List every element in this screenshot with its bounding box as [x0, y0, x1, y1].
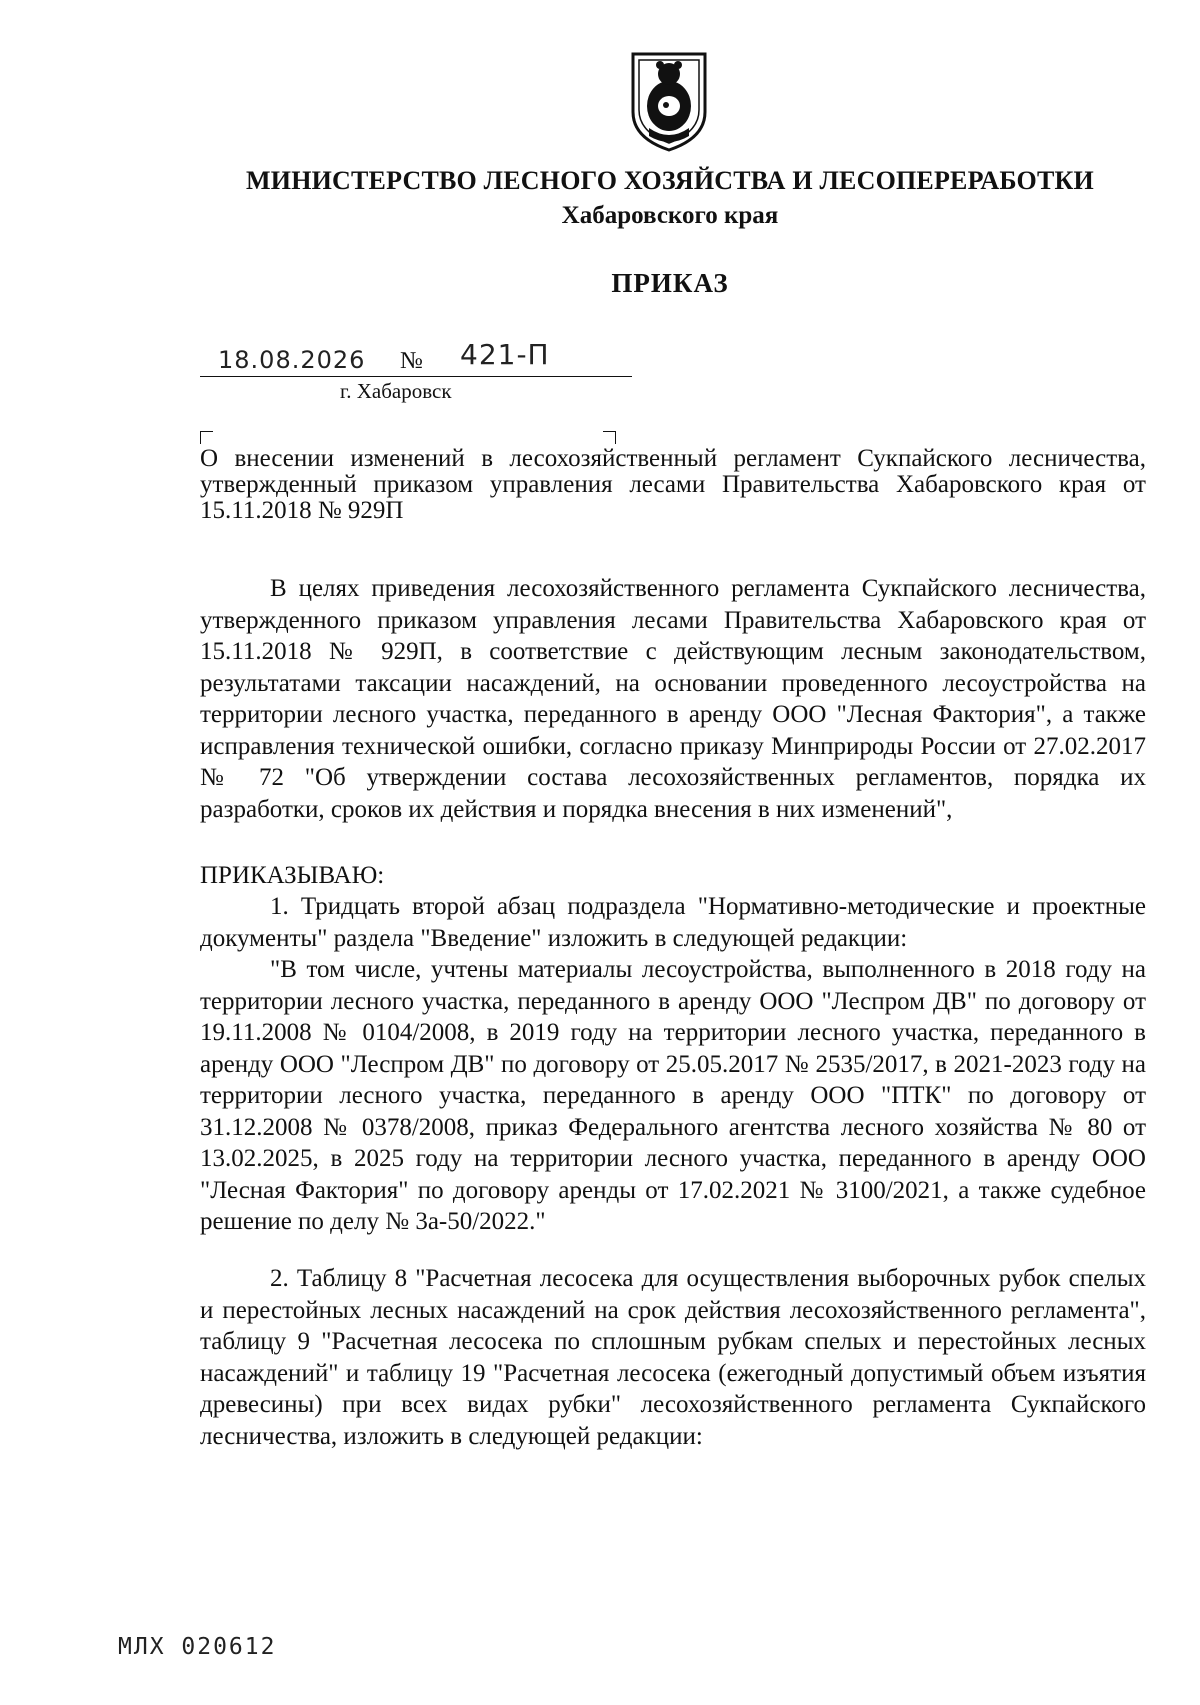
order-item-1: 1. Тридцать второй абзац подраздела "Нормативно-методические и проектные документы" раздела "Введение" изложить в следующей редакции:: [200, 893, 1146, 952]
order-date: 18.08.2026: [218, 346, 366, 374]
number-sign: №: [400, 348, 423, 374]
document-type-title: ПРИКАЗ: [611, 268, 729, 298]
form-serial-code: МЛХ 020612: [118, 1634, 277, 1660]
order-subject: О внесении изменений в лесохозяйственный регламент Сукпайского лесничества, утвержденный приказом управления лесами Правительства Хабаровского края от 15.11.2018 № 929П: [200, 445, 1146, 524]
registration-underline: [200, 376, 632, 377]
region-name: Хабаровского края: [561, 202, 779, 229]
ministry-name: МИНИСТЕРСТВО ЛЕСНОГО ХОЗЯЙСТВА И ЛЕСОПЕРЕРАБОТКИ: [246, 166, 1094, 195]
order-number: 421-П: [460, 338, 550, 371]
subject-bracket-left: [200, 431, 213, 444]
subject-bracket-right: [603, 431, 616, 444]
preamble-paragraph: В целях приведения лесохозяйственного регламента Сукпайского лесничества, утвержденного приказом управления лесами Правительства Хабаровского края от 15.11.2018 № 929П, в соответствие с действующим лесным законодательством, результатами таксации насаждений, на основании проведенного лесоустройства на территории лесного участка, переданного в аренду ООО "Лесная Фактория", а также исправления технической ошибки, согласно приказу Минприроды России от 27.02.2017 № 72 "Об утверждении состава лесохозяйственных регламентов, порядка их разработки, сроков их действия и порядка внесения в них изменений",: [200, 575, 1146, 823]
quoted-paragraph: "В том числе, учтены материалы лесоустройства, выполненного в 2018 году на территории лесного участка, переданного в аренду ООО "Леспром ДВ" по договору от 19.11.2008 № 0104/2008, в 2019 году на территории лесного участка, переданного в аренду ООО "Леспром ДВ" по договору от 25.05.2017 № 2535/2017, в 2021-2023 году на территории лесного участка, переданного в аренду ООО "ПТК" по договору от 31.12.2008 № 0378/2008, приказ Федерального агентства лесного хозяйства № 80 от 13.02.2025, в 2025 году на территории лесного участка, переданного в аренду ООО "Лесная Фактория" по договору аренды от 17.02.2021 № 3100/2021, а также судебное решение по делу № 3а-50/2022.": [200, 956, 1146, 1235]
order-verb: ПРИКАЗЫВАЮ:: [200, 862, 385, 889]
issue-city: г. Хабаровск: [340, 379, 452, 403]
khabarovsk-coat-of-arms-icon: [627, 50, 711, 154]
order-item-2: 2. Таблицу 8 "Расчетная лесосека для осуществления выборочных рубок спелых и перестойных лесных насаждений на срок действия лесохозяйственного регламента", таблицу 9 "Расчетная лесосека по сплошным рубкам спелых и перестойных лесных насаждений" и таблицу 19 "Расчетная лесосека (ежегодный допустимый объем изъятия древесины) при всех видах рубки" лесохозяйственного регламента Сукпайского лесничества, изложить в следующей редакции:: [200, 1265, 1146, 1450]
